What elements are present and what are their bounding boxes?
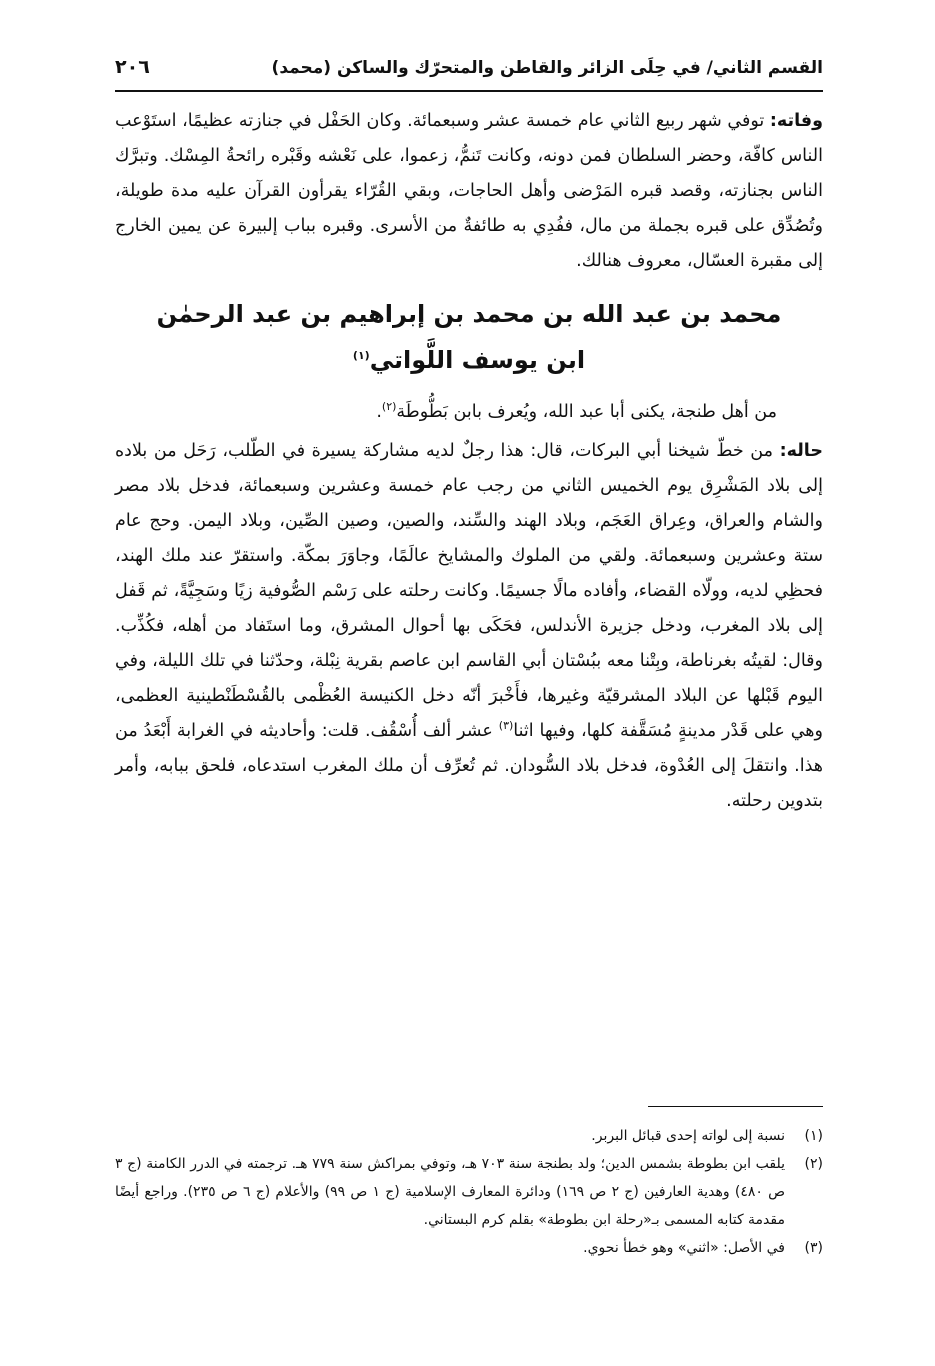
footnotes <box>115 1122 823 1262</box>
intro-text: من أهل طنجة، يكنى أبا عبد الله، ويُعرف بابن بَطُّوطَة <box>396 402 777 422</box>
wafat-label: وفاته: <box>769 111 823 131</box>
header-title: القسم الثاني/ في حِلَى الزائر والقاطن والمتحرّك والساكن (محمد) <box>271 58 823 78</box>
running-header <box>115 52 823 92</box>
footnote-text: نسبة إلى لواته إحدى قبائل البربر. <box>591 1128 785 1144</box>
footnote-text: في الأصل: «اثني» وهو خطأ نحوي. <box>583 1240 785 1256</box>
footnote-number: (١) <box>804 1128 823 1144</box>
footnote-ref-3: (٣) <box>498 719 514 733</box>
footnote-divider <box>648 1106 823 1107</box>
intro-paragraph <box>115 395 823 430</box>
footnote-number: (٣) <box>804 1240 823 1256</box>
entry-heading-name: ابن يوسف اللَّواتي <box>369 346 586 374</box>
hal-text-part1: من خطّ شيخنا أبي البركات، قال: هذا رجلٌ لديه مشاركة يسيرة في الطّلب، رَحَل من بلاده إلى بلاد المَشْرِق يوم الخميس الثاني من رجب عام خمسة وعشرين وسبعمائة، فدخل بلاد مصر والشام والعراق، وعِراق العَجَم، وبلاد الهند والسِّند، والصين، وصين الصِّين، وبلاد اليمن. وحج عام ستة وعشرين وسبعمائة. ولقي من الملوك والمشايخ عالَمًا، وجاوَرَ بمكّة. واستقرّ عند ملك الهند، فحظِي لديه، وولّاه القضاء، وأفاده مالًا جسيمًا. وكانت رحلته على رَسْم الصُّوفية زيًا وسَجِيَّةً، ثم قَفل إلى بلاد المغرب، ودخل جزيرة الأندلس، فحَكَى بها أحوال المشرق، وما استَفاد من أهله، فكُذِّب. وقال: لقيتُه بغرناطة، وبِتْنا معه ببُسْتان أبي القاسم ابن عاصم بقرية نِبْلة، وحدّثنا في تلك الليلة، وفي اليوم قَبْلها عن البلاد المشرقيّة وغيرها، فأَخْبرَ أنّه دخل الكنيسة العُظْمى بالقُسْطَنْطينية العظمى، وهي على قَدْر مدينةٍ مُسَقَّفة كلها، وفيها اثنا <box>115 441 823 741</box>
footnote-item <box>115 1234 823 1262</box>
main-text <box>115 104 823 819</box>
page-number: ٢٠٦ <box>115 56 150 78</box>
footnote-item <box>115 1150 823 1234</box>
wafat-text: توفي شهر ربيع الثاني عام خمسة عشر وسبعمائة. وكان الحَفْل في جنازته عظيمًا، استَوْعب الناس كافّة، وحضر السلطان فمن دونه، وكانت تَنمُّ، زعموا، على نَعْشه وقَبْره رائحةُ المِسْك. وتبرَّك الناس بجنازته، وقصد قبره المَرْضى وأهل الحاجات، وبقي القُرّاء يقرأون القرآن عليه مدة طويلة، وتُصُدِّق على قبره بجملة من مال، ففُدِي به طائفةٌ من الأسرى. وقبره بباب إلبيرة عن يمين الخارج إلى مقبرة العسّال، معروف هنالك. <box>115 111 823 271</box>
footnote-ref-2: (٢) <box>381 400 397 414</box>
intro-end: . <box>376 402 382 422</box>
wafat-paragraph <box>115 104 823 279</box>
hal-paragraph <box>115 434 823 819</box>
hal-text-part2: عشر ألف أُسْقُف. قلت: وأحاديثه في الغرابة أَبْعَدُ من هذا. وانتقلَ إلى العُدْوة، فدخل بلاد السُّودان. ثم تُعرِّف أن ملك المغرب استدعاه، فلحق ببابه، وأمر بتدوين رحلته. <box>115 721 823 811</box>
entry-heading <box>115 291 823 383</box>
footnote-item <box>115 1122 823 1150</box>
footnote-text: يلقب ابن بطوطة بشمس الدين؛ ولد بطنجة سنة ٧٠٣ هـ، وتوفي بمراكش سنة ٧٧٩ هـ. ترجمته في الدرر الكامنة (ج ٣ ص ٤٨٠) وهدية العارفين (ج ٢ ص ١٦٩) ودائرة المعارف الإسلامية (ج ١ ص ٩٩) والأعلام (ج ٦ ص ٢٣٥). وراجع أيضًا مقدمة كتابه المسمى بـ«رحلة ابن بطوطة» بقلم كرم البستاني. <box>115 1156 786 1228</box>
footnote-ref-1: (١) <box>352 349 370 362</box>
hal-label: حاله: <box>779 441 823 461</box>
entry-heading-line2 <box>115 337 823 383</box>
footnote-number: (٢) <box>804 1156 823 1172</box>
entry-heading-line1: محمد بن عبد الله بن محمد بن إبراهيم بن عبد الرحمٰن <box>156 300 782 328</box>
